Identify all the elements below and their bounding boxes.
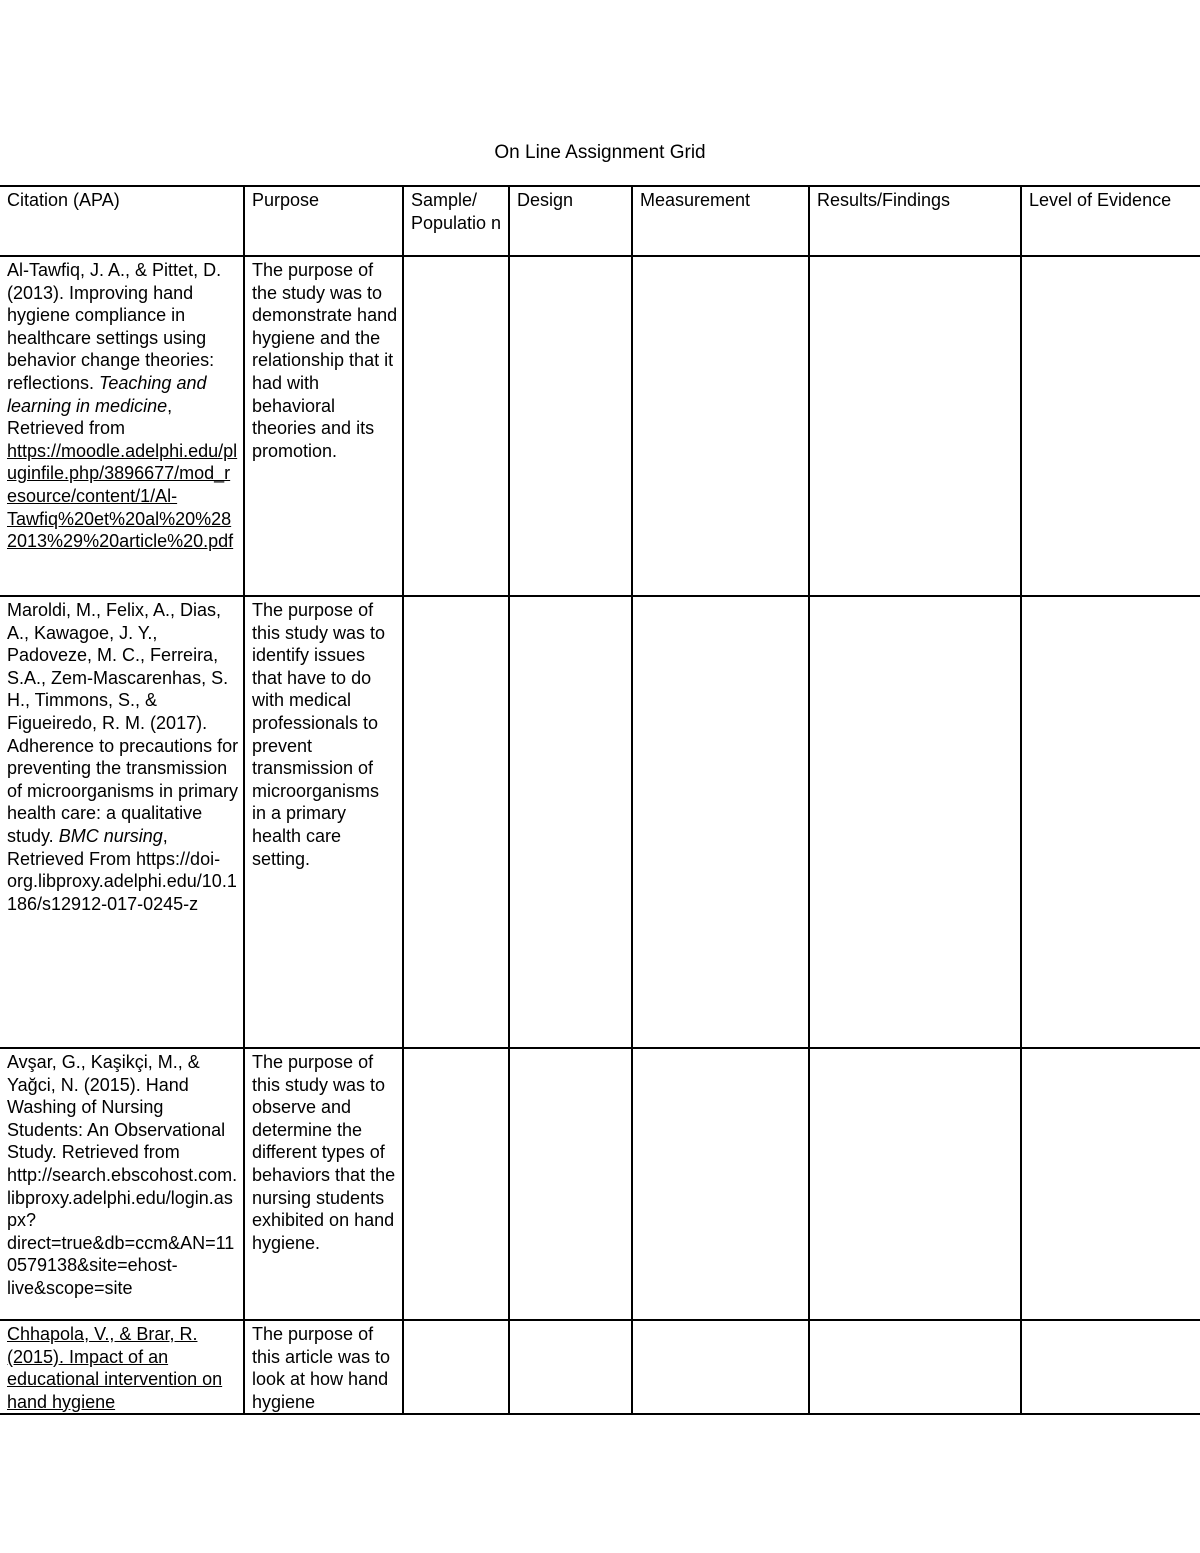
design-cell (509, 596, 632, 1048)
header-level-of-evidence: Level of Evidence (1021, 186, 1200, 256)
results-cell (809, 1320, 1021, 1414)
sample-cell (403, 1048, 509, 1320)
table-row (0, 596, 1200, 1048)
purpose-cell: The purpose of this article was to look at how hand hygiene (244, 1320, 403, 1414)
table-row (0, 1048, 1200, 1320)
assignment-grid-table (0, 185, 1200, 1415)
header-design: Design (509, 186, 632, 256)
citation-journal: BMC nursing (58, 825, 163, 846)
design-cell (509, 1048, 632, 1320)
table-header-row (0, 186, 1200, 256)
sample-cell (403, 256, 509, 596)
citation-cell (0, 1320, 244, 1414)
purpose-cell: The purpose of this study was to observe and determine the different types of behaviors that the nursing students exhibited on hand hygiene. (244, 1048, 403, 1320)
design-cell (509, 1320, 632, 1414)
citation-text: Al-Tawfiq, J. A., & Pittet, D. (2013). Improving hand hygiene compliance in healthcare settings using behavior change theories: reflections. (7, 260, 222, 393)
header-purpose: Purpose (244, 186, 403, 256)
table-row (0, 256, 1200, 596)
citation-link[interactable]: https://moodle.adelphi.edu/pluginfile.php/3896677/mod_resource/content/1/Al-Tawfiq%20et%20al%20%282013%29%20article%20.pdf (7, 440, 238, 552)
level-cell (1021, 1320, 1200, 1414)
citation-cell (0, 596, 244, 1048)
table-row (0, 1320, 1200, 1414)
citation-text-after: , Retrieved from (7, 395, 173, 439)
measurement-cell (632, 596, 809, 1048)
measurement-cell (632, 1048, 809, 1320)
results-cell (809, 596, 1021, 1048)
citation-text-after: , Retrieved From https://doi-org.libproxy.adelphi.edu/10.1186/s12912-017-0245-z (7, 825, 237, 914)
page-title: On Line Assignment Grid (494, 142, 706, 163)
design-cell (509, 256, 632, 596)
header-measurement: Measurement (632, 186, 809, 256)
citation-text: Avşar, G., Kaşikçi, M., & Yağci, N. (2015). Hand Washing of Nursing Students: An Observational Study. Retrieved from http://search.ebscohost.com.libproxy.adelphi.edu/login.aspx?direct=true&db=ccm&AN=110579138&site=ehost-live&scope=site (7, 1052, 238, 1298)
citation-journal: Teaching and learning in medicine (7, 372, 207, 416)
level-cell (1021, 1048, 1200, 1320)
citation-text: Maroldi, M., Felix, A., Dias, A., Kawagoe, J. Y., Padoveze, M. C., Ferreira, S.A., Zem-Mascarenhas, S. H., Timmons, S., & Figueiredo, R. M. (2017). Adherence to precautions for preventing the transmission of microorganisms in primary health care: a qualitative study. (7, 600, 239, 846)
header-citation: Citation (APA) (0, 186, 244, 256)
citation-link[interactable]: Chhapola, V., & Brar, R. (2015). Impact of an educational intervention on hand hygiene (7, 1324, 223, 1412)
header-results-findings: Results/Findings (809, 186, 1021, 256)
purpose-cell: The purpose of this study was to identify issues that have to do with medical professionals to prevent transmission of microorganisms in a primary health care setting. (244, 596, 403, 1048)
measurement-cell (632, 256, 809, 596)
results-cell (809, 256, 1021, 596)
citation-cell (0, 1048, 244, 1320)
sample-cell (403, 596, 509, 1048)
citation-cell (0, 256, 244, 596)
measurement-cell (632, 1320, 809, 1414)
results-cell (809, 1048, 1021, 1320)
level-cell (1021, 256, 1200, 596)
sample-cell (403, 1320, 509, 1414)
purpose-cell: The purpose of the study was to demonstrate hand hygiene and the relationship that it had with behavioral theories and its promotion. (244, 256, 403, 596)
header-sample-population: Sample/ Populatio n (403, 186, 509, 256)
level-cell (1021, 596, 1200, 1048)
